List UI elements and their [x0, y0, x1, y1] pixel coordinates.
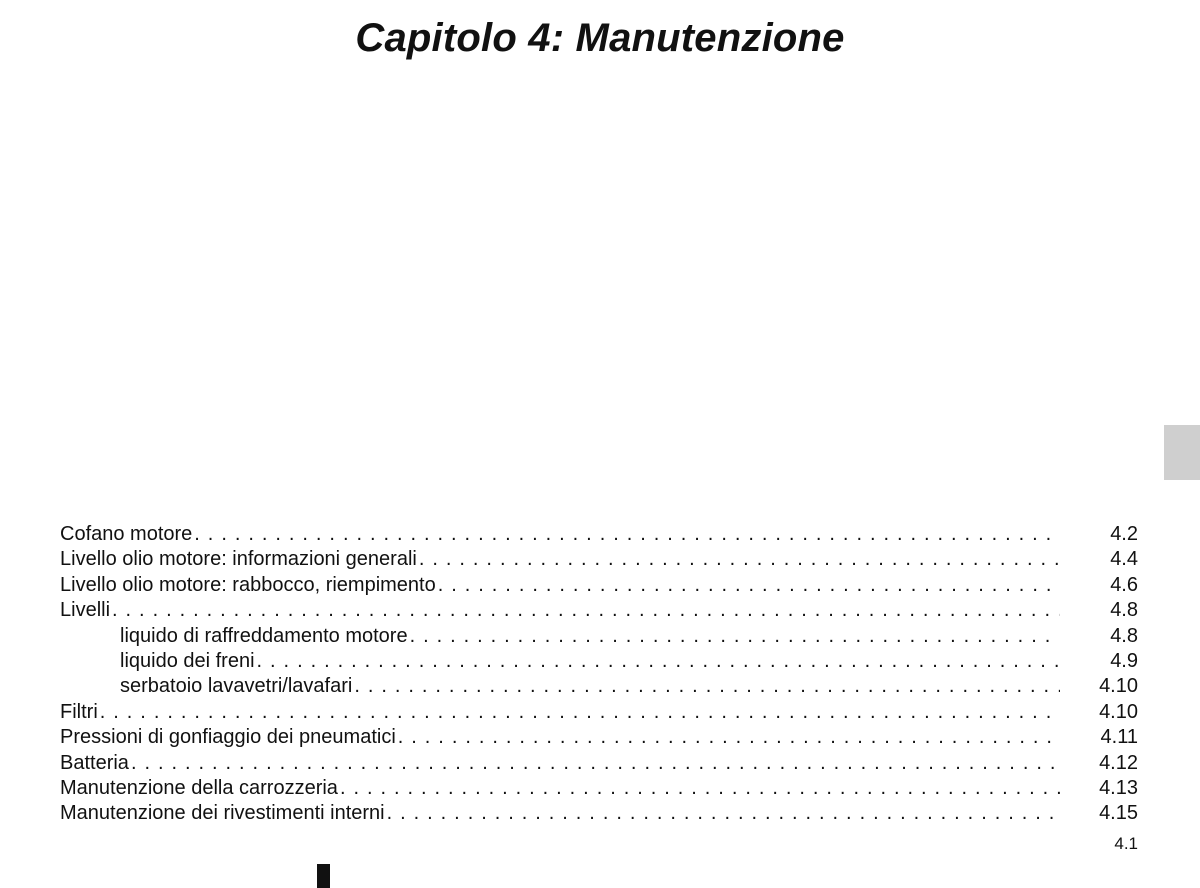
toc-entry[interactable] [60, 801, 1138, 826]
toc-entry-page: 4.6 [1110, 573, 1138, 596]
toc-dot-leader [410, 624, 1060, 649]
toc-entry-title: serbatoio lavavetri/lavafari [120, 675, 353, 698]
toc-entry-title: Livelli [60, 599, 111, 622]
toc-entry[interactable] [60, 624, 1138, 649]
toc-entry-page: 4.8 [1110, 599, 1138, 622]
toc-dot-leader [257, 649, 1060, 674]
toc-entry-title: Manutenzione della carrozzeria [60, 776, 338, 799]
toc-dot-leader [419, 547, 1060, 572]
toc-entry-title: liquido di raffreddamento motore [120, 624, 408, 647]
toc-entry[interactable] [60, 674, 1138, 699]
toc-dot-leader [354, 674, 1060, 699]
toc-dot-leader [131, 751, 1060, 776]
toc-entry-page: 4.4 [1110, 548, 1138, 571]
toc-entry-page: 4.10 [1099, 675, 1138, 698]
toc-entry[interactable] [60, 700, 1138, 725]
toc-entry-page: 4.12 [1099, 751, 1138, 774]
toc-dot-leader [438, 573, 1060, 598]
toc-dot-leader [112, 598, 1060, 623]
toc-dot-leader [100, 700, 1060, 725]
toc-entry-page: 4.8 [1110, 624, 1138, 647]
toc-entry[interactable] [60, 776, 1138, 801]
toc-entry-page: 4.2 [1110, 523, 1138, 545]
table-of-contents [60, 522, 1138, 827]
toc-entry-title: Pressioni di gonfiaggio dei pneumatici [60, 726, 396, 749]
toc-entry[interactable] [60, 522, 1138, 547]
toc-entry-title: Livello olio motore: rabbocco, riempimento [60, 573, 436, 596]
toc-entry[interactable] [60, 598, 1138, 623]
page-title: Capitolo 4: Manutenzione [355, 16, 845, 60]
toc-entry[interactable] [60, 725, 1138, 750]
toc-entry-page: 4.11 [1100, 726, 1138, 749]
toc-entry[interactable] [60, 547, 1138, 572]
toc-entry-title: Livello olio motore: informazioni generali [60, 548, 417, 571]
toc-entry[interactable] [60, 649, 1138, 674]
toc-entry-title: Filtri [60, 700, 98, 723]
toc-entry-page: 4.13 [1099, 776, 1138, 799]
toc-entry-page: 4.9 [1110, 649, 1138, 672]
toc-entry-title: Cofano motore [60, 523, 193, 545]
toc-entry-title: Manutenzione dei rivestimenti interni [60, 802, 385, 825]
page-number: 4.1 [1114, 834, 1138, 853]
toc-entry[interactable] [60, 751, 1138, 776]
toc-dot-leader [340, 776, 1060, 801]
toc-dot-leader [387, 801, 1060, 826]
toc-entry-page: 4.15 [1099, 802, 1138, 825]
toc-dot-leader [398, 725, 1060, 750]
toc-entry-title: liquido dei freni [120, 649, 255, 672]
toc-dot-leader [194, 522, 1060, 547]
toc-entry[interactable] [60, 573, 1138, 598]
toc-entry-title: Batteria [60, 751, 129, 774]
toc-entry-page: 4.10 [1099, 700, 1138, 723]
print-edge-mark [317, 864, 330, 888]
chapter-tab-marker [1164, 425, 1200, 480]
